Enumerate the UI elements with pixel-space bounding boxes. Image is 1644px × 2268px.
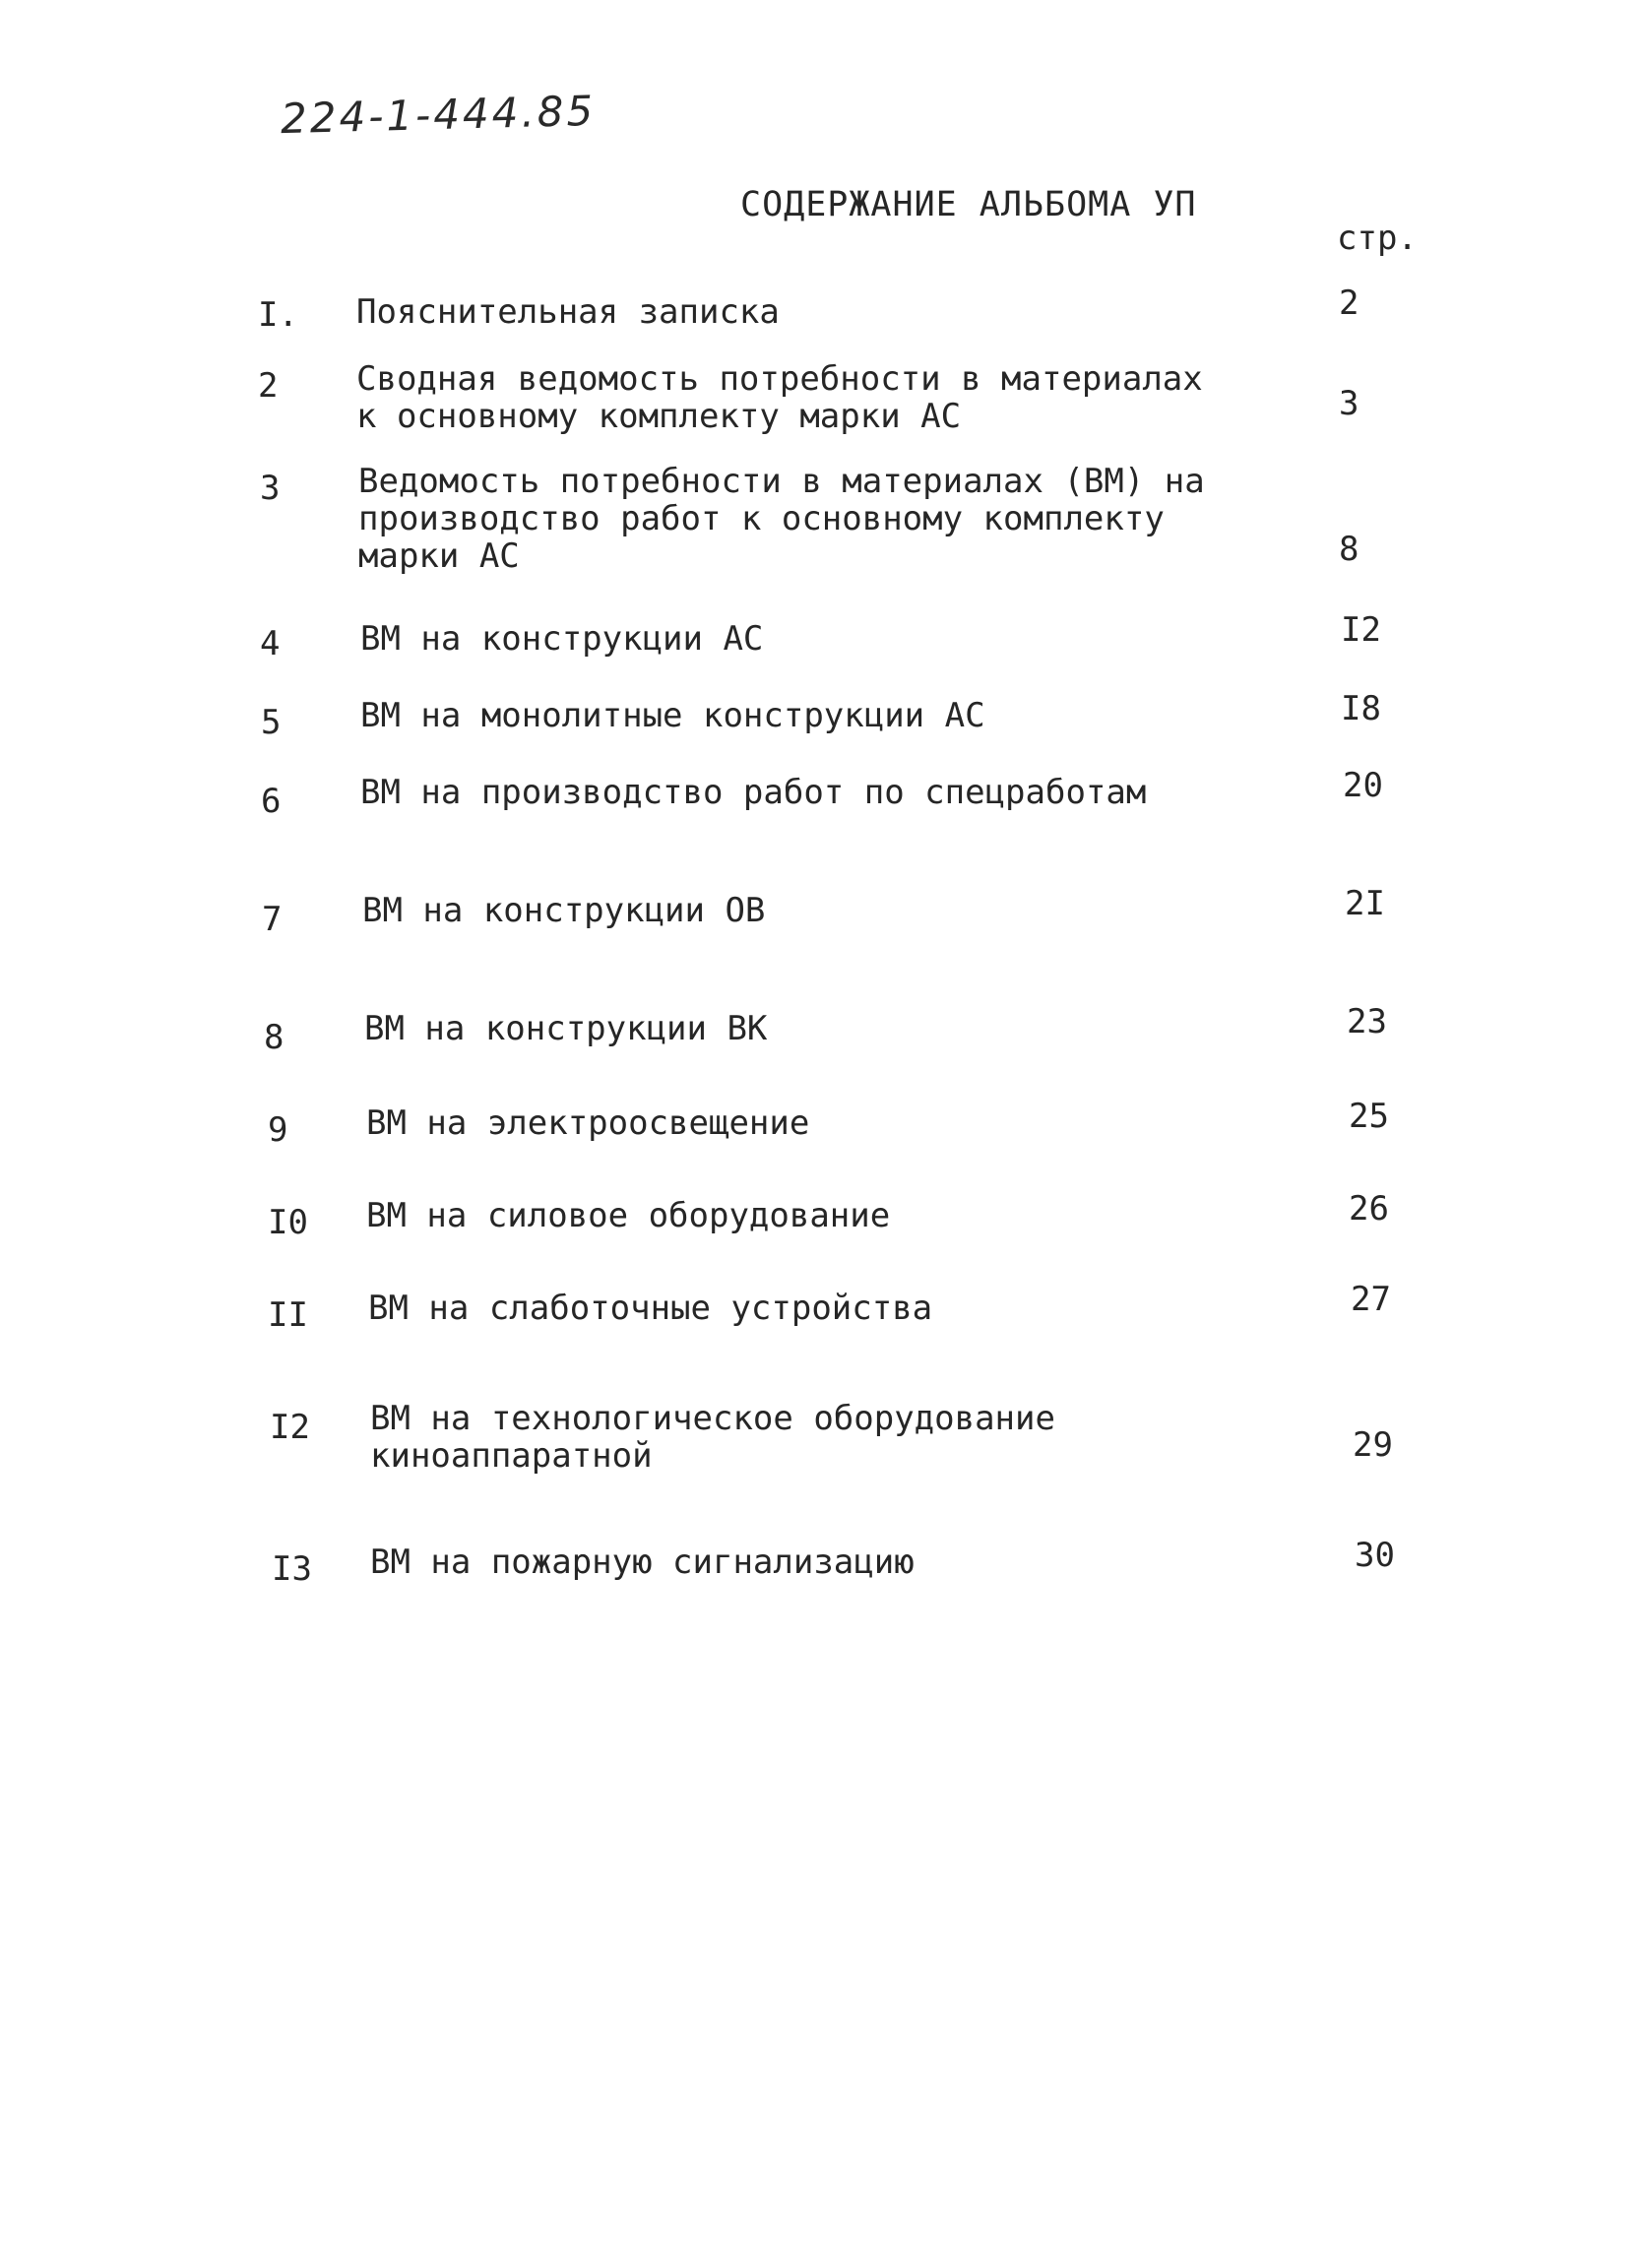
toc-entry-text: ВМ на конструкции ВК [364,1009,768,1048]
toc-entry-text: Пояснительная записка [356,292,780,332]
page-title: СОДЕРЖАНИЕ АЛЬБОМА УП [740,185,1197,224]
toc-entry-page: 27 [1351,1280,1391,1319]
toc-entry-page: 29 [1353,1425,1393,1465]
toc-entry-number: 9 [268,1110,288,1150]
toc-entry-page: 3 [1339,384,1359,423]
toc-entry-number: I3 [272,1549,312,1589]
toc-entry-number: 3 [260,469,281,508]
toc-entry-page: 20 [1343,766,1383,805]
toc-entry-page: I2 [1341,610,1381,650]
toc-entry-number: I. [258,295,298,335]
page-column-header: стр. [1337,219,1418,258]
toc-entry-text: ВМ на производство работ по спецработам [360,773,1147,812]
toc-entry-page: 25 [1349,1097,1389,1136]
toc-entry-number: 7 [262,900,283,939]
toc-entry-page: 8 [1339,530,1359,569]
toc-entry-number: 4 [260,624,281,663]
toc-entry-page: 2I [1345,884,1385,923]
toc-entry-text: ВМ на монолитные конструкции АС [360,696,985,735]
toc-entry-number: 6 [261,782,282,821]
toc-entry-page: I8 [1341,689,1381,728]
toc-entry-text: Сводная ведомость потребности в материалах к основному комплекту марки АС [356,359,1203,436]
toc-entry-number: I2 [270,1408,310,1447]
toc-entry-text: ВМ на силовое оборудование [366,1196,891,1235]
toc-entry-text: ВМ на конструкции ОВ [362,891,766,930]
toc-entry-number: 8 [264,1018,285,1057]
toc-entry-text: ВМ на технологическое оборудование киноаппаратной [370,1399,1055,1476]
toc-entry-page: 26 [1349,1189,1389,1228]
document-code: 224-1-444.85 [280,86,597,144]
toc-entry-text: ВМ на пожарную сигнализацию [370,1543,915,1582]
toc-entry-number: I0 [268,1203,308,1242]
toc-entry-text: ВМ на конструкции АС [360,619,764,659]
toc-entry-number: 5 [261,703,282,742]
toc-entry-text: ВМ на электроосвещение [366,1103,810,1143]
toc-entry-page: 23 [1347,1002,1387,1041]
toc-entry-text: ВМ на слаботочные устройства [368,1289,933,1328]
toc-entry-number: 2 [258,366,279,406]
toc-entry-text: Ведомость потребности в материалах (ВМ) на производство работ к основному комплекту марки АС [358,462,1205,576]
toc-entry-number: II [268,1295,308,1335]
toc-entry-page: 2 [1339,284,1359,323]
toc-entry-page: 30 [1355,1536,1395,1575]
